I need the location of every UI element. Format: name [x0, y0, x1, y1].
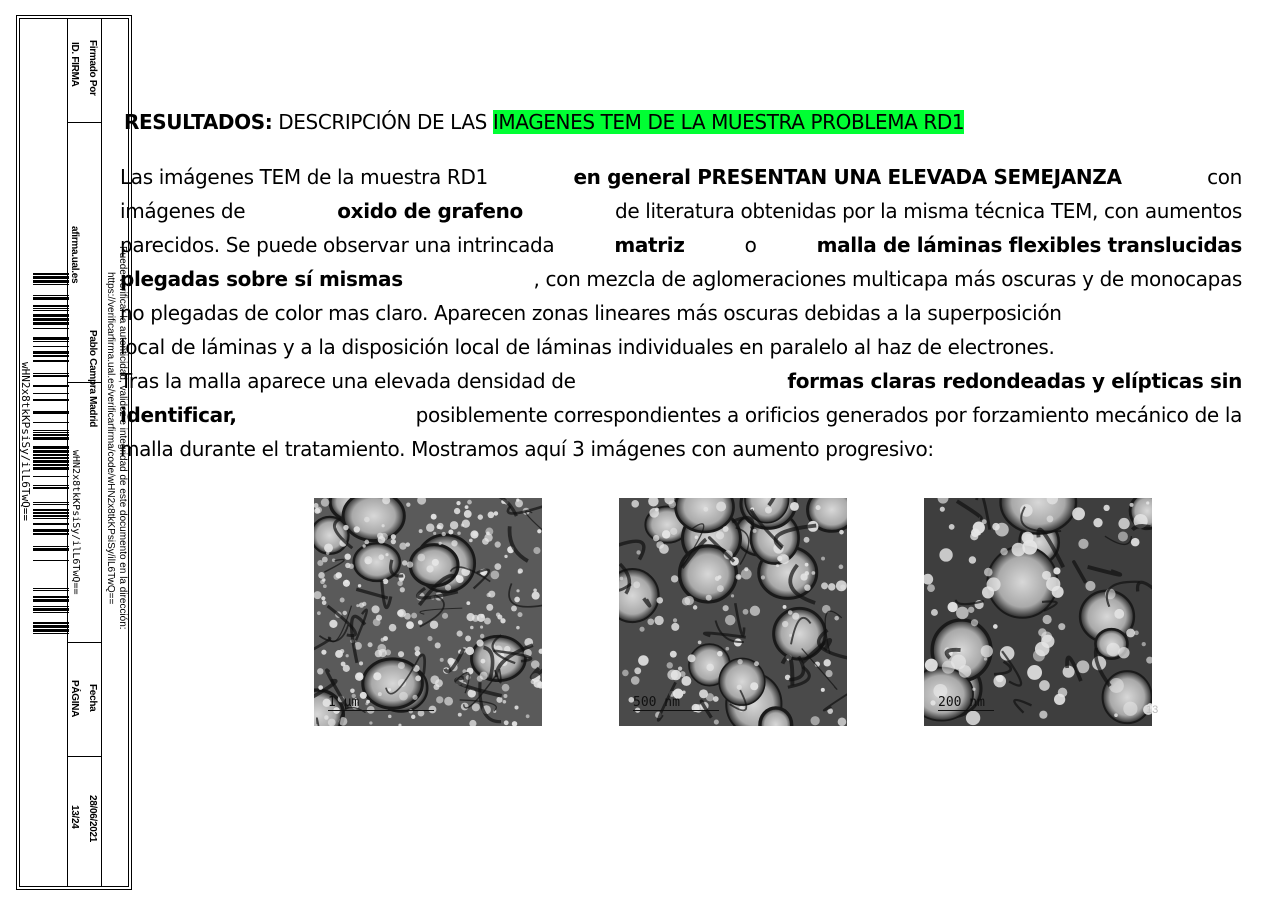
text-run-bold: oxido de grafeno [337, 199, 523, 223]
text-run-bold: plegadas sobre sí mismas [120, 267, 403, 291]
scale-bar [633, 710, 719, 711]
section-heading [124, 107, 964, 137]
fecha-label: Fecha [87, 684, 98, 712]
text-run: Tras la malla aparece una elevada densidad de [120, 369, 576, 393]
text-run: parecidos. Se puede observar una intrincada [120, 233, 555, 257]
text-run: de literatura obtenidas por la misma técnica TEM, con aumentos [614, 199, 1242, 223]
text-run: Las imágenes TEM de la muestra RD1 [120, 165, 488, 189]
issuer-text: afirma.ual.es [69, 226, 80, 284]
text-run: , con mezcla de aglomeraciones multicapa más oscuras y de monocapas [533, 267, 1242, 291]
text-run-bold: en general PRESENTAN UNA ELEVADA SEMEJANZA [573, 165, 1122, 189]
text-run: posiblemente correspondientes a orificios generados por forzamiento mecánico de la [415, 403, 1242, 427]
text-run: imágenes de [120, 199, 246, 223]
signer-name: Pablo Campra Madrid [87, 330, 98, 428]
tem-image-200nm [924, 498, 1152, 726]
text-run-bold: matriz [614, 233, 685, 257]
scale-label: 500 nm [633, 695, 680, 710]
heading-highlighted-part: IMAGENES TEM DE LA MUESTRA PROBLEMA RD1 [492, 110, 965, 134]
strip-divider [67, 756, 102, 757]
heading-bold-part: RESULTADOS: [124, 110, 273, 134]
paragraph-line: no plegadas de color mas claro. Aparecen zonas lineares más oscuras debidas a la superposición [120, 301, 1062, 325]
paragraph-line: malla durante el tratamiento. Mostramos aquí 3 imágenes con aumento progresivo: [120, 437, 934, 461]
id-firma-label: ID. FIRMA [69, 42, 80, 87]
heading-normal-part: DESCRIPCIÓN DE LAS [272, 110, 493, 134]
scale-bar [328, 710, 434, 711]
paragraph-line [120, 262, 1242, 296]
text-run-bold: formas claras redondeadas y elípticas sin [787, 369, 1242, 393]
paragraph-line [120, 194, 1242, 228]
paragraph-line [120, 398, 1242, 432]
fecha-value: 28/06/2021 [87, 795, 98, 843]
strip-divider [67, 642, 102, 643]
text-run: o [744, 233, 757, 257]
paragraph-line [120, 364, 1242, 398]
paragraph-line [120, 160, 1242, 194]
barcode-text: wHN2x8tkKPsiSy/ilL6TwQ== [19, 362, 32, 521]
tem-image-500nm [619, 498, 847, 726]
pagina-label: PÁGINA [69, 680, 80, 718]
scale-label: 1 µm [328, 695, 360, 710]
pagina-value: 13/24 [69, 805, 80, 829]
page-number: 13 [1146, 704, 1159, 716]
text-run: con [1207, 165, 1242, 189]
verify-text-line2: https://verificarfirma.ual.es/verificarfirma/code/wHN2x8tkKPsiSy/ilL6TwQ== [105, 272, 116, 605]
barcode-image [33, 270, 69, 634]
verify-text-line1: Puede verificar la autenticidad, validez e integridad de este documento en la dirección: [117, 246, 128, 630]
id-firma-value: wHN2x8tkKPsiSy/ilL6TwQ== [70, 450, 81, 595]
firmado-por-label: Firmado Por [87, 40, 98, 96]
paragraph-line: local de láminas y a la disposición local de láminas individuales en paralelo al haz de electrones. [120, 335, 1055, 359]
tem-image-1um [314, 498, 542, 726]
scale-label: 200 nm [938, 695, 985, 710]
text-run-bold: identificar, [120, 403, 237, 427]
scale-bar [938, 710, 994, 711]
text-run-bold: malla de láminas flexibles translucidas [816, 233, 1242, 257]
paragraph-line [120, 228, 1242, 262]
strip-divider [67, 122, 102, 123]
